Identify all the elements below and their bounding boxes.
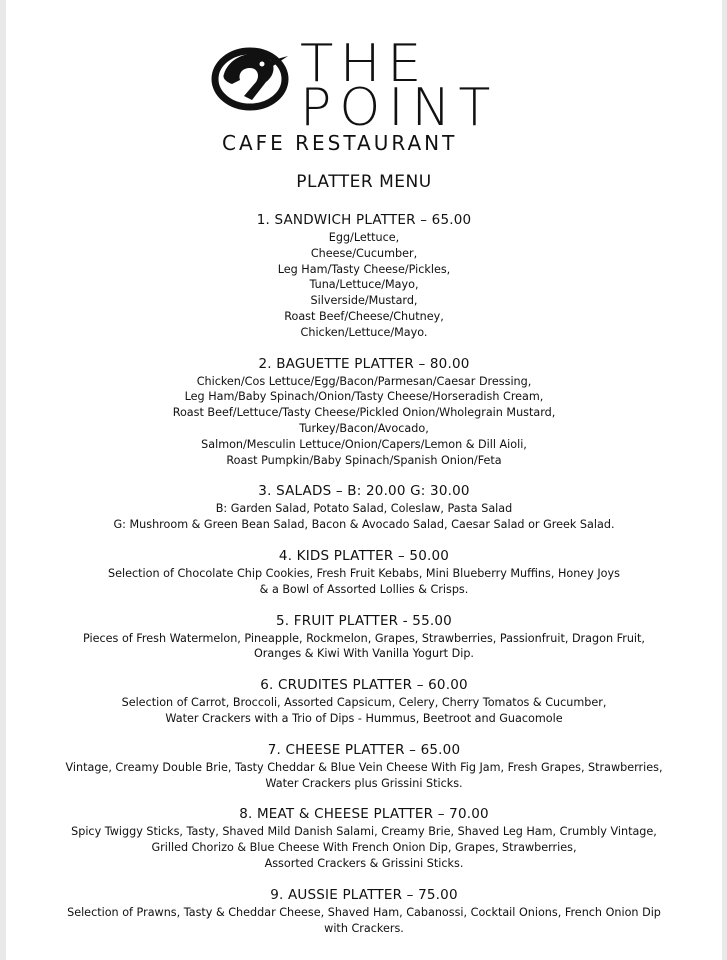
menu-item: [6, 676, 722, 727]
menu-item-title: 2. BAGUETTE PLATTER – 80.00: [258, 355, 470, 372]
heron-circle-icon: [210, 44, 294, 112]
menu-item-description-line: Oranges & Kiwi With Vanilla Yogurt Dip.: [254, 647, 474, 661]
menu-item-description-line: Tuna/Lettuce/Mayo,: [309, 278, 419, 292]
menu-item-description-line: & a Bowl of Assorted Lollies & Crisps.: [259, 582, 469, 596]
menu-item-title: 7. CHEESE PLATTER – 65.00: [267, 741, 461, 758]
menu-item-description-line: Selection of Chocolate Chip Cookies, Fresh Fruit Kebabs, Mini Blueberry Muffins, Honey Joys: [108, 566, 620, 580]
brand-name-line1: THE: [300, 34, 428, 94]
menu-item: [6, 741, 722, 792]
menu-page: [6, 0, 722, 960]
menu-item-description-line: Vintage, Creamy Double Brie, Tasty Cheddar & Blue Vein Cheese With Fig Jam, Fresh Grapes, Strawberries,: [65, 760, 663, 774]
brand-name-line2: POINT: [300, 78, 499, 138]
menu-item-description-line: Spicy Twiggy Sticks, Tasty, Shaved Mild Danish Salami, Creamy Brie, Shaved Leg Ham, Crumbly Vintage,: [71, 825, 657, 839]
menu-item-description-line: Cheese/Cucumber,: [310, 246, 418, 260]
menu-item-description-line: Egg/Lettuce,: [328, 231, 400, 244]
menu-item-title: 3. SALADS – B: 20.00 G: 30.00: [258, 483, 470, 500]
menu-item: [6, 482, 722, 533]
menu-item: [6, 211, 722, 341]
menu-item: [6, 355, 722, 469]
menu-item-title: 1. SANDWICH PLATTER – 65.00: [256, 212, 472, 228]
menu-item-description-line: Grilled Chorizo & Blue Cheese With French Onion Dip, Grapes, Strawberries,: [151, 841, 577, 855]
brand-logo: [6, 0, 722, 165]
menu-item-title: 6. CRUDITES PLATTER – 60.00: [260, 677, 468, 694]
menu-item-description-line: Chicken/Lettuce/Mayo.: [300, 325, 428, 339]
menu-item-description-line: Leg Ham/Baby Spinach/Onion/Tasty Cheese/Horseradish Cream,: [184, 390, 544, 404]
brand-subtitle: CAFE RESTAURANT: [222, 131, 458, 155]
platter-list: [6, 211, 722, 950]
menu-item-title: 4. KIDS PLATTER – 50.00: [278, 547, 450, 564]
menu-item-description-line: Roast Pumpkin/Baby Spinach/Spanish Onion/Feta: [226, 453, 502, 467]
menu-title: PLATTER MENU: [296, 172, 432, 192]
menu-item: [6, 612, 722, 663]
menu-item-description-line: Assorted Crackers & Grissini Sticks.: [264, 856, 464, 870]
menu-item-description-line: Selection of Carrot, Broccoli, Assorted Capsicum, Celery, Cherry Tomatos & Cucumber,: [121, 696, 607, 710]
menu-item-description-line: B: Garden Salad, Potato Salad, Coleslaw, Pasta Salad: [215, 502, 513, 516]
menu-item-description-line: Chicken/Cos Lettuce/Egg/Bacon/Parmesan/Caesar Dressing,: [196, 374, 532, 388]
menu-item-description-line: Salmon/Mesculin Lettuce/Onion/Capers/Lemon & Dill Aioli,: [201, 437, 527, 451]
menu-item: [6, 886, 722, 937]
menu-item-description-line: Silverside/Mustard,: [310, 294, 418, 308]
menu-item-description-line: Roast Beef/Lettuce/Tasty Cheese/Pickled Onion/Wholegrain Mustard,: [172, 406, 556, 420]
menu-item-description-line: with Crackers.: [324, 921, 404, 935]
menu-item-description-line: Selection of Prawns, Tasty & Cheddar Cheese, Shaved Ham, Cabanossi, Cocktail Onions, French Onion Dip: [67, 905, 661, 919]
menu-item-title: 5. FRUIT PLATTER - 55.00: [276, 612, 452, 629]
menu-item-description-line: Leg Ham/Tasty Cheese/Pickles,: [277, 262, 451, 276]
menu-item-description-line: Roast Beef/Cheese/Chutney,: [284, 309, 444, 323]
menu-item-description-line: G: Mushroom & Green Bean Salad, Bacon & Avocado Salad, Caesar Salad or Greek Salad.: [113, 518, 615, 532]
menu-item-description-line: Turkey/Bacon/Avocado,: [299, 421, 429, 435]
menu-item-description-line: Water Crackers with a Trio of Dips - Hummus, Beetroot and Guacomole: [165, 711, 563, 725]
menu-item-description-line: Water Crackers plus Grissini Sticks.: [265, 776, 463, 790]
menu-item: [6, 805, 722, 871]
menu-item-title: 8. MEAT & CHEESE PLATTER – 70.00: [239, 806, 489, 823]
menu-item-description-line: Pieces of Fresh Watermelon, Pineapple, Rockmelon, Grapes, Strawberries, Passionfruit, Dragon Fruit,: [83, 631, 645, 645]
menu-item-title: 9. AUSSIE PLATTER – 75.00: [270, 886, 458, 903]
menu-item: [6, 547, 722, 598]
